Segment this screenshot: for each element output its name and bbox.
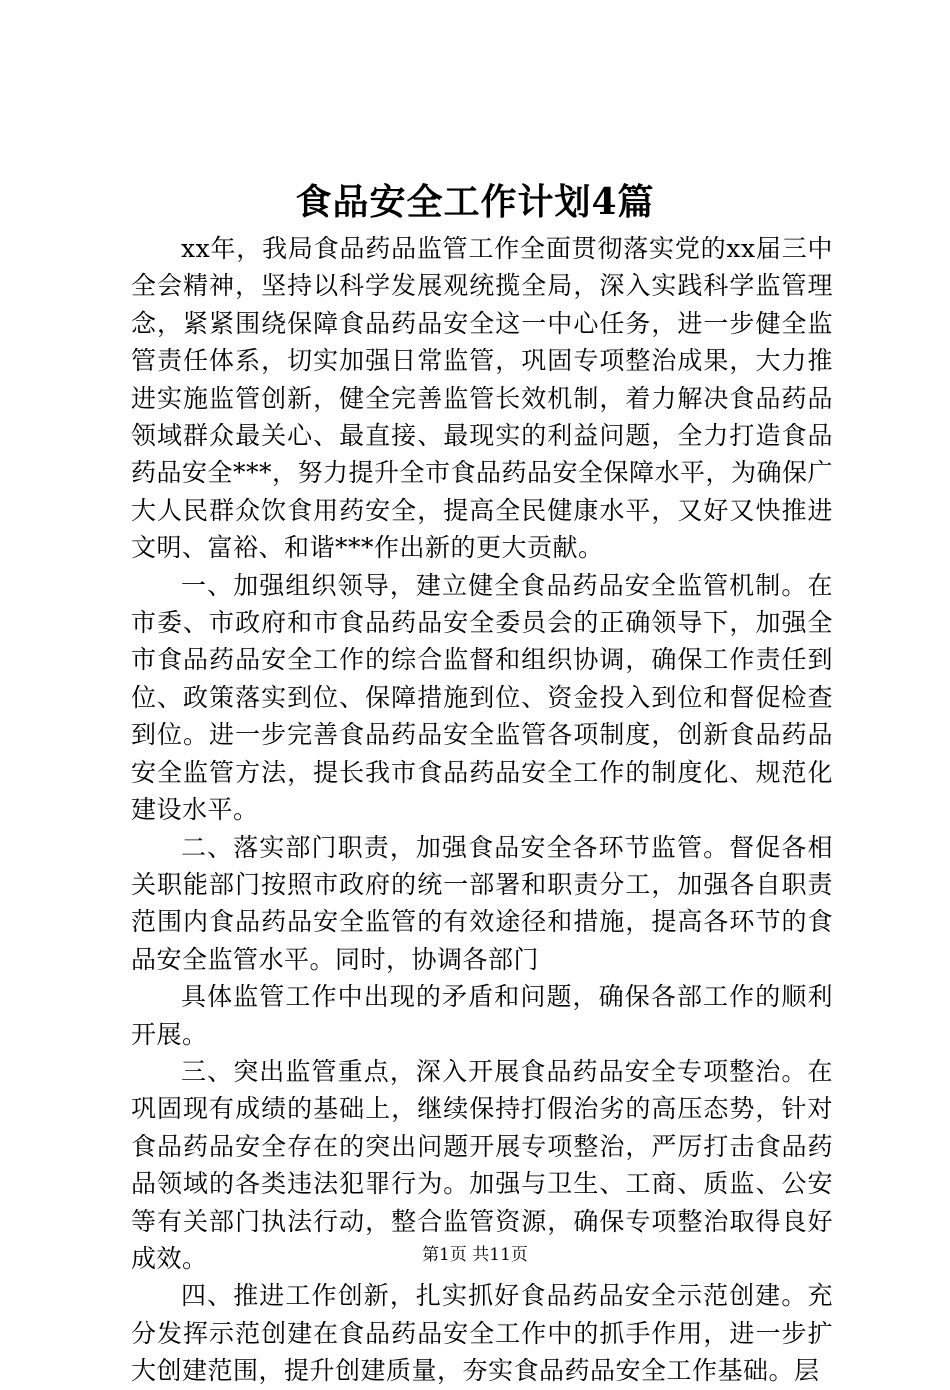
paragraph-intro: xx年，我局食品药品监管工作全面贯彻落实党的xx届三中全会精神，坚持以科学发展观统揽全局，深入实践科学监管理念，紧紧围绕保障食品药品安全这一中心任务，进一步健全监管责任体系，切实加强日常监管，巩固专项整治成果，大力推进实施监管创新，健全完善监管长效机制，着力解决食品药品领域群众最关心、最直接、最现实的利益问题，全力打造食品药品安全***，努力提升全市食品药品安全保障水平，为确保广大人民群众饮食用药安全，提高全民健康水平，又好又快推进文明、富裕、和谐***作出新的更大贡献。 bbox=[131, 234, 834, 563]
paragraph-section-4: 四、推进工作创新，扎实抓好食品药品安全示范创建。充分发挥示范创建在食品药品安全工作中的抓手作用，进一步扩大创建范围，提升创建质量，夯实食品药品安全工作基础。层 bbox=[131, 1281, 833, 1386]
page-number-footer: 第1页 共11页 bbox=[422, 1245, 528, 1265]
paragraph-section-3: 三、突出监管重点，深入开展食品药品安全专项整治。在巩固现有成绩的基础上，继续保持打假治劣的高压态势，针对食品药品安全存在的突出问题开展专项整治，严厉打击食品药品领域的各类违法犯罪行为。加强与卫生、工商、质监、公安等有关部门执法行动，整合监管资源，确保专项整治取得良好成效。 bbox=[131, 1056, 833, 1273]
document-body bbox=[131, 230, 833, 1390]
paragraph-section-2-continued: 具体监管工作中出现的矛盾和问题，确保各部工作的顺利开展。 bbox=[131, 982, 833, 1049]
document-title: 食品安全工作计划4篇 bbox=[295, 181, 655, 223]
paragraph-section-2: 二、落实部门职责，加强食品安全各环节监管。督促各相关职能部门按照市政府的统一部署和职责分工，加强各自职责范围内食品药品安全监管的有效途径和措施，提高各环节的食品安全监管水平。同时，协调各部门 bbox=[131, 832, 833, 974]
paragraph-section-1: 一、加强组织领导，建立健全食品药品安全监管机制。在市委、市政府和市食品药品安全委员会的正确领导下，加强全市食品药品安全工作的综合监督和组织协调，确保工作责任到位、政策落实到位、保障措施到位、资金投入到位和督促检查到位。进一步完善食品药品安全监管各项制度，创新食品药品安全监管方法，提长我市食品药品安全工作的制度化、规范化建设水平。 bbox=[131, 570, 833, 825]
